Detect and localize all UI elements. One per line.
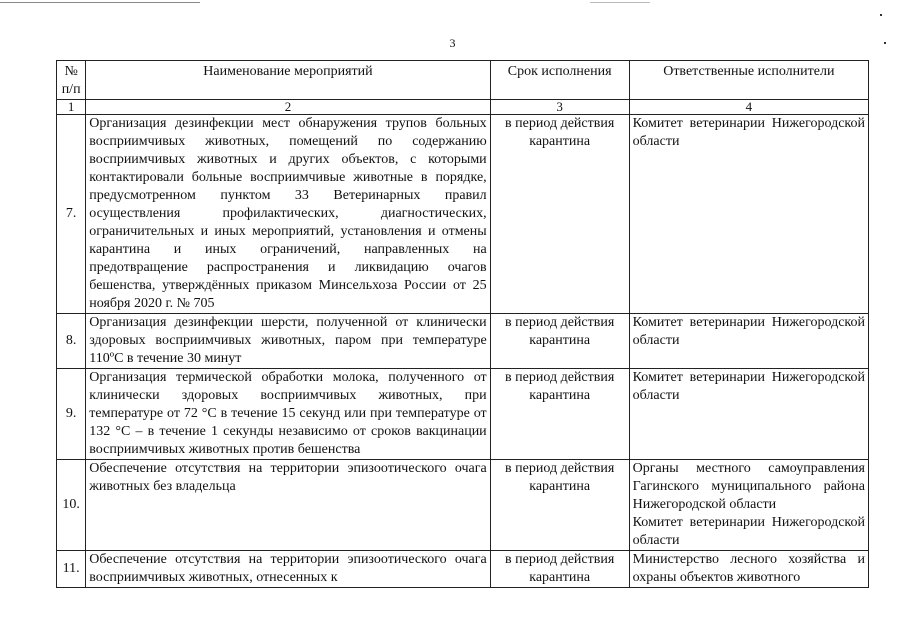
responsible-entity: Министерство лесного хозяйства и охраны объектов животного (632, 552, 865, 585)
term-cell: в период действия карантина (490, 369, 629, 460)
term-cell: в период действия карантина (490, 460, 629, 551)
table-row (57, 551, 869, 588)
header-number: № п/п (57, 61, 86, 100)
column-index: 3 (490, 100, 629, 115)
activity-cell: Обеспечение отсутствия на территории эпизоотического очага восприимчивых животных, отнесенных к (86, 551, 490, 588)
row-number: 9. (57, 369, 86, 460)
activity-cell: Организация термической обработки молока, полученного от клинически здоровых восприимчивых животных, при температуре от 72 °C в течение 15 секунд или при температуре от 132 °C – в течение 1 секунды независимо от сроков вакцинации восприимчивых животных против бешенства (86, 369, 490, 460)
table-row (57, 115, 869, 314)
activity-cell: Обеспечение отсутствия на территории эпизоотического очага животных без владельца (86, 460, 490, 551)
row-number: 10. (57, 460, 86, 551)
row-number: 11. (57, 551, 86, 588)
row-number: 7. (57, 115, 86, 314)
activity-cell: Организация дезинфекции мест обнаружения трупов больных восприимчивых животных, помещений по содержанию восприимчивых животных и других объектов, с которыми контактировали больные восприимчивые животные в порядке, предусмотренном пунктом 33 Ветеринарных правил осуществления профилактических, диагностических, ограничительных и иных мероприятий, установления и отмены карантина и иных ограничений, направленных на предотвращение распространения и ликвидацию очагов бешенства, утверждённых приказом Минсельхоза России от 25 ноября 2020 г. № 705 (86, 115, 490, 314)
scan-speck (880, 14, 882, 16)
responsible-cell (629, 314, 868, 369)
scan-artifact-line (0, 2, 200, 3)
column-index: 4 (629, 100, 868, 115)
term-cell: в период действия карантина (490, 115, 629, 314)
responsible-entity: Комитет ветеринарии Нижегородской области (632, 116, 865, 149)
responsible-entity: Комитет ветеринарии Нижегородской области (632, 370, 865, 403)
table-header-row (57, 61, 869, 100)
responsible-entity: Комитет ветеринарии Нижегородской области (632, 515, 865, 548)
header-responsible: Ответственные исполнители (629, 61, 868, 100)
page-number: 3 (449, 36, 456, 50)
column-index: 1 (57, 100, 86, 115)
responsible-cell (629, 369, 868, 460)
row-number: 8. (57, 314, 86, 369)
term-cell: в период действия карантина (490, 314, 629, 369)
table-row (57, 369, 869, 460)
activity-cell: Организация дезинфекции шерсти, полученной от клинически здоровых восприимчивых животных, паром при температуре 110ºC в течение 30 минут (86, 314, 490, 369)
responsible-cell (629, 115, 868, 314)
scan-artifact-line (590, 2, 650, 3)
table-row (57, 460, 869, 551)
term-cell: в период действия карантина (490, 551, 629, 588)
responsible-cell (629, 460, 868, 551)
column-index-row (57, 100, 869, 115)
header-activity: Наименование мероприятий (86, 61, 490, 100)
responsible-entity: Комитет ветеринарии Нижегородской области (632, 315, 865, 348)
measures-table (56, 60, 869, 588)
responsible-cell (629, 551, 868, 588)
column-index: 2 (86, 100, 490, 115)
table-row (57, 314, 869, 369)
responsible-entity: Органы местного самоуправления Гагинского муниципального района Нижегородской области (632, 461, 865, 512)
header-term: Срок исполнения (490, 61, 629, 100)
